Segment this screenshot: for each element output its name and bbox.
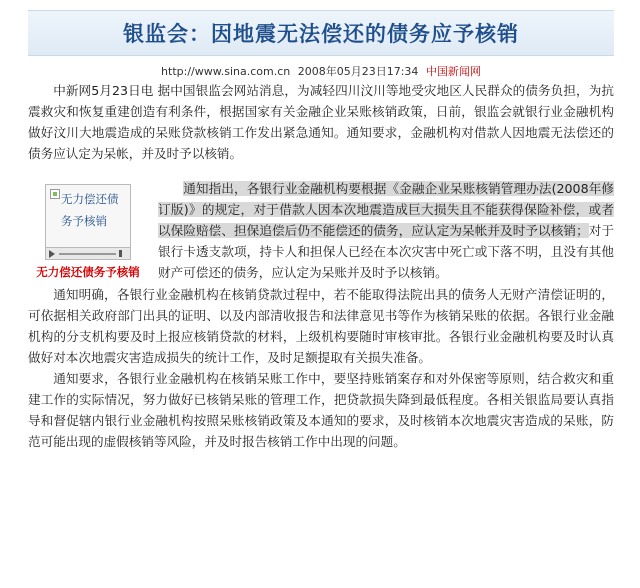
play-icon[interactable] <box>49 250 55 258</box>
video-alt-text <box>61 188 128 232</box>
publish-datetime: 2008年05月23日17:34 <box>297 65 419 78</box>
highlighted-text: 通知指出，各银行业金融机构要根据《金融企业呆账核销管理办法(2008年修订版)》的规定，对于借款人因本次地震造成巨大损失且不能获得保险补偿，或者以保险赔偿、担保追偿后仍不能偿还的债务，应认定为呆帐并及时予以核销； <box>158 181 614 238</box>
player-controls <box>45 248 131 260</box>
source-url[interactable]: http://www.sina.com.cn <box>161 65 291 78</box>
video-alt-line-2: 务予核销 <box>61 214 107 228</box>
video-caption-link[interactable]: 无力偿还债务予核销 <box>36 265 140 279</box>
paragraph-3: 通知明确，各银行业金融机构在核销贷款过程中，若不能取得法院出具的债务人无财产清偿证明的，可依据相关政府部门出具的证明、以及内部清收报告和法律意见书等作为核销呆账的依据。各银行业金融机构的分支机构要及时上报应核销贷款的材料，上级机构要随时审核审批。各银行业金融机构要及时认真做好对本次地震灾害造成损失的统计工作，及时足额提取有关损失准备。 <box>28 287 614 365</box>
progress-track[interactable] <box>59 253 116 255</box>
video-alt-line-1: 无力偿还债 <box>61 192 119 206</box>
source-name-link[interactable]: 中国新闻网 <box>425 65 481 78</box>
volume-icon[interactable] <box>119 250 127 257</box>
article-title: 银监会：因地震无法偿还的债务应予核销 <box>123 22 519 46</box>
article-page <box>0 10 640 588</box>
broken-image-icon <box>50 189 60 199</box>
paragraph-4: 通知要求，各银行业金融机构在核销呆账工作中，要坚持账销案存和对外保密等原则，结合救灾和重建工作的实际情况，努力做好已核销呆账的管理工作，把贷款损失降到最低程度。各相关银监局要认真指导和督促辖内银行业金融机构按照呆账核销政策及本通知的要求，及时核销本次地震灾害造成的呆账，防范可能出现的虚假核销等风险，并及时报告核销工作中出现的问题。 <box>28 371 614 449</box>
video-player[interactable] <box>28 184 148 280</box>
video-thumbnail[interactable] <box>45 184 131 248</box>
paragraph-2-rest: 对于银行卡透支款项，持卡人和担保人已经在本次灾害中死亡或下落不明，且没有其他财产可偿还的债务，应认定为呆账并及时予以核销。 <box>158 223 615 280</box>
paragraph-1: 中新网5月23日电 据中国银监会网站消息，为减轻四川汶川等地受灾地区人民群众的债务负担，为抗震救灾和恢复重建创造有利条件，根据国家有关金融企业呆账核销政策，日前，银监会就银行业金融机构做好汶川大地震造成的呆账贷款核销工作发出紧急通知。通知要求，金融机构对借款人因地震无法偿还的债务应认定为呆帐，并及时予以核销。 <box>28 83 614 161</box>
source-line <box>28 64 614 80</box>
title-band <box>28 10 614 56</box>
media-paragraph-block <box>28 178 614 283</box>
